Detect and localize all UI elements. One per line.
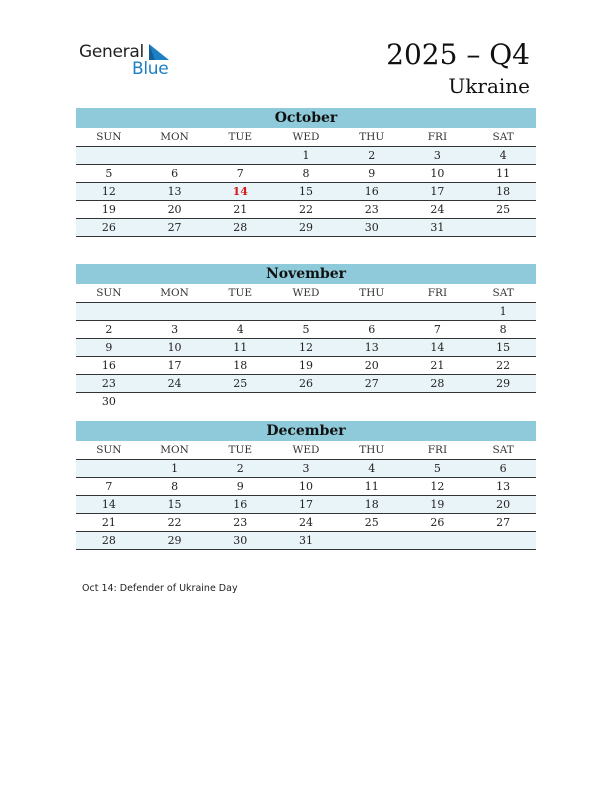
day-cell: 18 [496,185,511,198]
week-row [76,183,536,201]
day-cell: 21 [233,203,248,216]
week-row [76,303,536,321]
day-cell: 9 [236,480,244,493]
week-row [76,219,536,237]
week-row [76,393,536,410]
day-cell: 28 [233,221,248,234]
day-cell: 3 [433,149,441,162]
weekday-label: TUE [207,441,273,460]
brand-general-text: General [79,42,144,62]
day-cell [405,303,471,320]
day-cell: 7 [236,167,244,180]
day-cell [273,393,339,410]
day-cell: 23 [101,377,116,390]
day-cell: 26 [430,516,445,529]
weekday-label: SAT [470,441,536,460]
day-cell: 4 [368,462,376,475]
day-cell: 24 [430,203,445,216]
day-cell: 7 [433,323,441,336]
day-cell [273,303,339,320]
day-cell: 26 [298,377,313,390]
day-cell: 22 [167,516,182,529]
day-cell: 11 [364,480,379,493]
month-december [76,421,536,550]
week-row [76,532,536,550]
day-cell: 1 [171,462,179,475]
weekday-label: THU [339,284,405,303]
weekday-label: FRI [405,128,471,147]
day-cell: 21 [430,359,445,372]
holiday-notes [82,583,238,594]
day-cell: 2 [236,462,244,475]
day-cell: 28 [430,377,445,390]
weekday-header-row [76,284,536,303]
day-cell [76,460,142,477]
day-cell: 15 [496,341,511,354]
day-cell: 31 [430,221,445,234]
day-cell: 17 [430,185,445,198]
month-november [76,264,536,410]
day-cell: 5 [302,323,310,336]
day-cell: 11 [233,341,248,354]
day-cell: 29 [298,221,313,234]
day-cell: 17 [298,498,313,511]
day-cell [207,147,273,164]
weekday-label: SUN [76,128,142,147]
week-row [76,514,536,532]
day-cell: 8 [302,167,310,180]
day-cell: 30 [233,534,248,547]
weekday-label: TUE [207,128,273,147]
day-cell [142,303,208,320]
day-cell: 24 [298,516,313,529]
day-cell [76,147,142,164]
day-cell: 9 [368,167,376,180]
day-cell [339,303,405,320]
weekday-label: THU [339,441,405,460]
day-cell: 25 [364,516,379,529]
day-cell: 15 [298,185,313,198]
day-cell: 2 [105,323,113,336]
day-cell: 5 [433,462,441,475]
day-cell: 29 [496,377,511,390]
day-cell: 19 [430,498,445,511]
day-cell: 12 [101,185,116,198]
weekday-label: FRI [405,441,471,460]
day-cell: 14 [430,341,445,354]
day-cell: 24 [167,377,182,390]
day-cell: 16 [101,359,116,372]
day-cell [207,303,273,320]
month-october [76,108,536,237]
page-title: 2025 – Q4 [386,38,530,71]
day-cell [142,393,208,410]
day-cell: 11 [496,167,511,180]
week-row [76,460,536,478]
day-cell [339,532,405,549]
day-cell: 21 [101,516,116,529]
week-row [76,478,536,496]
day-cell: 8 [171,480,179,493]
country-name: Ukraine [448,74,530,98]
weekday-label: WED [273,284,339,303]
holiday-note: Oct 14: Defender of Ukraine Day [82,583,238,594]
day-cell: 14 [101,498,116,511]
weekday-label: MON [142,128,208,147]
day-cell: 2 [368,149,376,162]
day-cell [339,393,405,410]
week-row [76,357,536,375]
weekday-label: WED [273,441,339,460]
day-cell: 19 [101,203,116,216]
day-cell: 20 [496,498,511,511]
day-cell: 31 [298,534,313,547]
day-cell: 6 [499,462,507,475]
day-cell [207,393,273,410]
day-cell: 16 [233,498,248,511]
week-row [76,375,536,393]
brand-blue-text: Blue [132,59,169,79]
day-cell: 12 [430,480,445,493]
day-cell: 25 [496,203,511,216]
weekday-label: SAT [470,284,536,303]
day-cell [470,393,536,410]
holiday-day-cell: 14 [232,185,248,198]
day-cell: 20 [167,203,182,216]
day-cell: 16 [364,185,379,198]
day-cell [76,303,142,320]
weekday-label: SUN [76,441,142,460]
day-cell [405,532,471,549]
week-row [76,321,536,339]
day-cell: 30 [101,395,116,408]
day-cell: 4 [236,323,244,336]
day-cell: 25 [233,377,248,390]
day-cell: 10 [430,167,445,180]
week-row [76,147,536,165]
day-cell: 18 [364,498,379,511]
day-cell: 27 [167,221,182,234]
day-cell: 28 [101,534,116,547]
weekday-label: WED [273,128,339,147]
week-row [76,496,536,514]
day-cell: 12 [298,341,313,354]
weekday-label: MON [142,441,208,460]
day-cell: 13 [364,341,379,354]
day-cell: 9 [105,341,113,354]
day-cell: 19 [298,359,313,372]
day-cell: 23 [233,516,248,529]
day-cell: 10 [167,341,182,354]
weekday-label: THU [339,128,405,147]
day-cell: 8 [499,323,507,336]
day-cell [142,147,208,164]
day-cell: 29 [167,534,182,547]
day-cell: 1 [302,149,310,162]
day-cell: 3 [302,462,310,475]
day-cell: 30 [364,221,379,234]
day-cell: 18 [233,359,248,372]
day-cell: 13 [496,480,511,493]
day-cell: 5 [105,167,113,180]
day-cell [470,532,536,549]
day-cell: 1 [499,305,507,318]
weekday-label: TUE [207,284,273,303]
day-cell: 7 [105,480,113,493]
week-row [76,339,536,357]
day-cell [405,393,471,410]
day-cell: 23 [364,203,379,216]
weekday-label: MON [142,284,208,303]
week-row [76,165,536,183]
day-cell: 15 [167,498,182,511]
day-cell: 10 [298,480,313,493]
day-cell [470,219,536,236]
day-cell: 17 [167,359,182,372]
week-row [76,201,536,219]
day-cell: 27 [496,516,511,529]
day-cell: 26 [101,221,116,234]
weekday-label: SUN [76,284,142,303]
day-cell: 6 [368,323,376,336]
day-cell: 13 [167,185,182,198]
day-cell: 22 [298,203,313,216]
day-cell: 6 [171,167,179,180]
weekday-label: SAT [470,128,536,147]
day-cell: 27 [364,377,379,390]
weekday-header-row [76,128,536,147]
weekday-header-row [76,441,536,460]
month-title: October [76,108,536,128]
day-cell: 22 [496,359,511,372]
month-title: December [76,421,536,441]
day-cell: 3 [171,323,179,336]
logo-triangle-icon [149,44,169,60]
month-title: November [76,264,536,284]
day-cell: 20 [364,359,379,372]
weekday-label: FRI [405,284,471,303]
day-cell: 4 [499,149,507,162]
